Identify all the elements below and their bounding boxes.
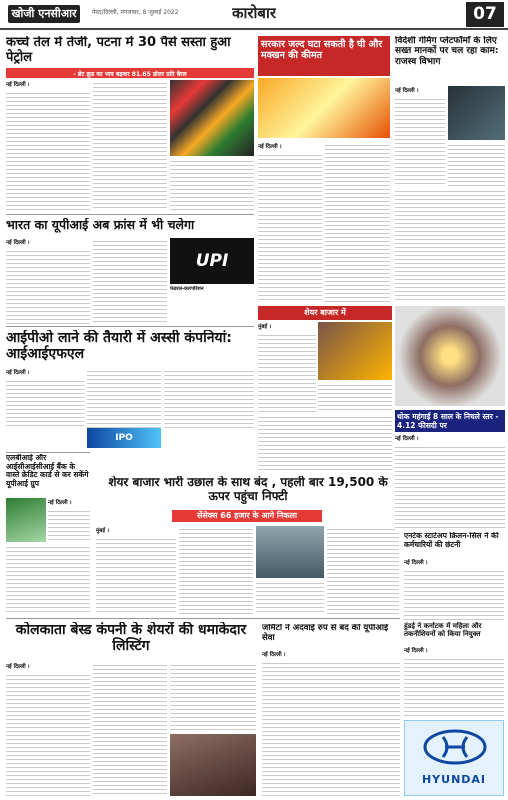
grains-plate-photo xyxy=(395,306,505,406)
divider xyxy=(6,618,400,619)
story-inflation-col xyxy=(395,434,505,530)
story-petrol-body-text xyxy=(170,158,254,210)
story-creditcard-body-text xyxy=(48,508,90,542)
story-hyundai-headline: हुंडई ने कर्नाटक में महिला और तकनीशियनों को किया नियुक्त xyxy=(404,622,482,639)
hyundai-advertisement xyxy=(404,720,504,796)
story-nifty-col1 xyxy=(96,526,176,614)
fuel-nozzle-photo xyxy=(170,80,254,156)
story-nifty-body-text xyxy=(179,526,253,614)
divider xyxy=(6,214,254,215)
story-gaming-headline: विदेशी गेमिंग प्लेटफॉर्मों के लिए सख्त मानकों पर चल रहा काम: राजस्व विभाग xyxy=(395,36,499,67)
upi-logo: UPI xyxy=(170,238,254,284)
story-petrol xyxy=(6,36,254,78)
story-petrol-headline: कच्चे तेल में तेजी, पटना में 30 पैसे सस्ता हुआ पेट्रोल xyxy=(6,36,231,65)
story-inflation-dateline: नई दिल्ली । xyxy=(395,436,419,442)
story-nifty-body-text xyxy=(327,526,399,614)
listing-photo xyxy=(170,734,256,796)
story-petrol-body-text xyxy=(6,90,90,210)
photo-caption: फेडरल-कारपोरेशन xyxy=(170,286,204,292)
story-inflation-body-text xyxy=(395,444,505,530)
story-upi-col1 xyxy=(6,238,90,324)
ipo-badge: IPO xyxy=(115,433,133,443)
divider xyxy=(6,326,254,327)
story-upi-dateline: नई दिल्ली । xyxy=(6,240,30,246)
story-creditcard-headline: एलबीआई और आईसीआईसीआई बैंक के वास्ते क्रेडिट कार्ड से कर सकेंगे यूपीआई ग्रुप xyxy=(6,454,89,488)
story-nifty-dateline: मुंबई । xyxy=(96,528,110,534)
story-nifty-headline: शेयर बाजार भारी उछाल के साथ बंद , पहली बार 19,500 के ऊपर पहुंचा निफ्टी xyxy=(108,476,388,503)
story-ipo-body-text xyxy=(6,378,84,428)
story-ghee-dateline: नई दिल्ली । xyxy=(258,144,282,150)
story-layoff-col xyxy=(404,558,504,620)
divider xyxy=(6,452,90,453)
hyundai-logo-icon xyxy=(405,721,504,773)
story-creditcard-col xyxy=(48,498,90,542)
story-market-body-text xyxy=(258,332,316,412)
story-hyundai-dateline: नई दिल्ली । xyxy=(404,648,428,654)
story-zomato-col xyxy=(262,650,400,796)
story-gaming-dateline: नई दिल्ली । xyxy=(395,88,419,94)
newspaper-brand: खोजी एनसीआर xyxy=(8,5,80,23)
story-zomato-body-text xyxy=(262,660,400,796)
ipo-photo xyxy=(87,428,161,448)
page-number: 07 xyxy=(466,2,504,27)
story-market-headline: शेयर बाजार में xyxy=(304,308,346,317)
story-ipo-headline: आईपीओ लाने की तैयारी में अस्सी कंपनियां: आईआईएफएल xyxy=(6,330,232,363)
story-inflation-headline: थोक महंगाई 8 साल के निचले स्तर - 4.12 फीसदी पर xyxy=(395,410,505,432)
story-creditcard-dateline: नई दिल्ली । xyxy=(48,500,72,506)
masthead xyxy=(0,0,508,30)
story-gaming-col1 xyxy=(395,86,445,186)
story-nifty-subhead: सेंसेक्स 66 हजार के आगे निकला xyxy=(172,510,322,522)
ghee-butter-photo xyxy=(258,78,390,138)
story-upi-body-text xyxy=(6,248,90,324)
story-market-col1 xyxy=(258,322,316,412)
story-ghee-col1 xyxy=(258,142,322,302)
story-petrol-col1 xyxy=(6,80,90,210)
story-creditcard-body-text xyxy=(6,544,90,614)
story-listing-body-text xyxy=(93,662,167,796)
story-listing-body-text xyxy=(170,662,256,732)
story-layoff-dateline: नई दिल्ली । xyxy=(404,560,428,566)
story-market-header xyxy=(258,306,392,320)
story-petrol-dateline: नई दिल्ली । xyxy=(6,82,30,88)
story-petrol-subhead: - ब्रेंट क्रूड का भाव बढ़कर 81.65 डॉलर प्रति बैरल xyxy=(6,68,254,78)
story-upi-body-text xyxy=(93,238,167,324)
story-ipo-body-text xyxy=(87,368,161,428)
edition-meta: मेरठ/दिल्ली, मंगलवार, 8 जुलाई 2022 xyxy=(92,9,179,16)
story-hyundai-col xyxy=(404,646,504,718)
section-title: कारोबार xyxy=(232,4,277,22)
story-listing-headline: कोलकाता बेस्ड कंपनी के शेयरों की धमाकेदार लिस्टिंग xyxy=(15,622,247,655)
story-gaming-body-text xyxy=(395,188,505,302)
story-listing-col1 xyxy=(6,662,90,796)
story-layoff-headline: एनटेक स्टार्टअप क्रिलन-सिल ने की कर्मचारियों की छंटनी xyxy=(404,532,499,549)
story-nifty-body-text xyxy=(256,580,324,614)
story-zomato-headline: जोमैटो ने अदवाई रुप से बंद की यूपीआई सेवा xyxy=(262,624,389,643)
story-nifty-body-text xyxy=(96,536,176,614)
story-hyundai-body-text xyxy=(404,656,504,718)
story-ghee-body-text xyxy=(325,142,390,302)
story-listing-dateline: नई दिल्ली । xyxy=(6,664,30,670)
story-ghee-headline: सरकार जल्द घटा सकती है घी और मक्खन की कीमत xyxy=(258,36,390,76)
gaming-controller-photo xyxy=(448,86,505,140)
story-ipo-col1 xyxy=(6,368,84,428)
story-upi-headline: भारत का यूपीआई अब फ्रांस में भी चलेगा xyxy=(6,218,195,232)
story-zomato-dateline: नई दिल्ली । xyxy=(262,652,286,658)
story-gaming-body-text xyxy=(395,96,445,186)
ad-brand: HYUNDAI xyxy=(421,773,487,786)
story-petrol-body-text xyxy=(93,80,167,210)
phone-hand-photo xyxy=(6,498,46,542)
story-market-body-text xyxy=(258,414,392,470)
story-market-body-text xyxy=(318,382,392,412)
story-layoff-body-text xyxy=(404,568,504,620)
story-listing-body-text xyxy=(6,672,90,796)
story-gaming-body-text xyxy=(448,142,505,186)
story-ipo-body-text xyxy=(164,368,254,428)
coins-photo xyxy=(318,322,392,380)
story-ipo-dateline: नई दिल्ली । xyxy=(6,370,30,376)
story-ghee-body-text xyxy=(258,152,322,302)
story-market-dateline: मुंबई । xyxy=(258,324,272,330)
bse-building-photo xyxy=(256,526,324,578)
